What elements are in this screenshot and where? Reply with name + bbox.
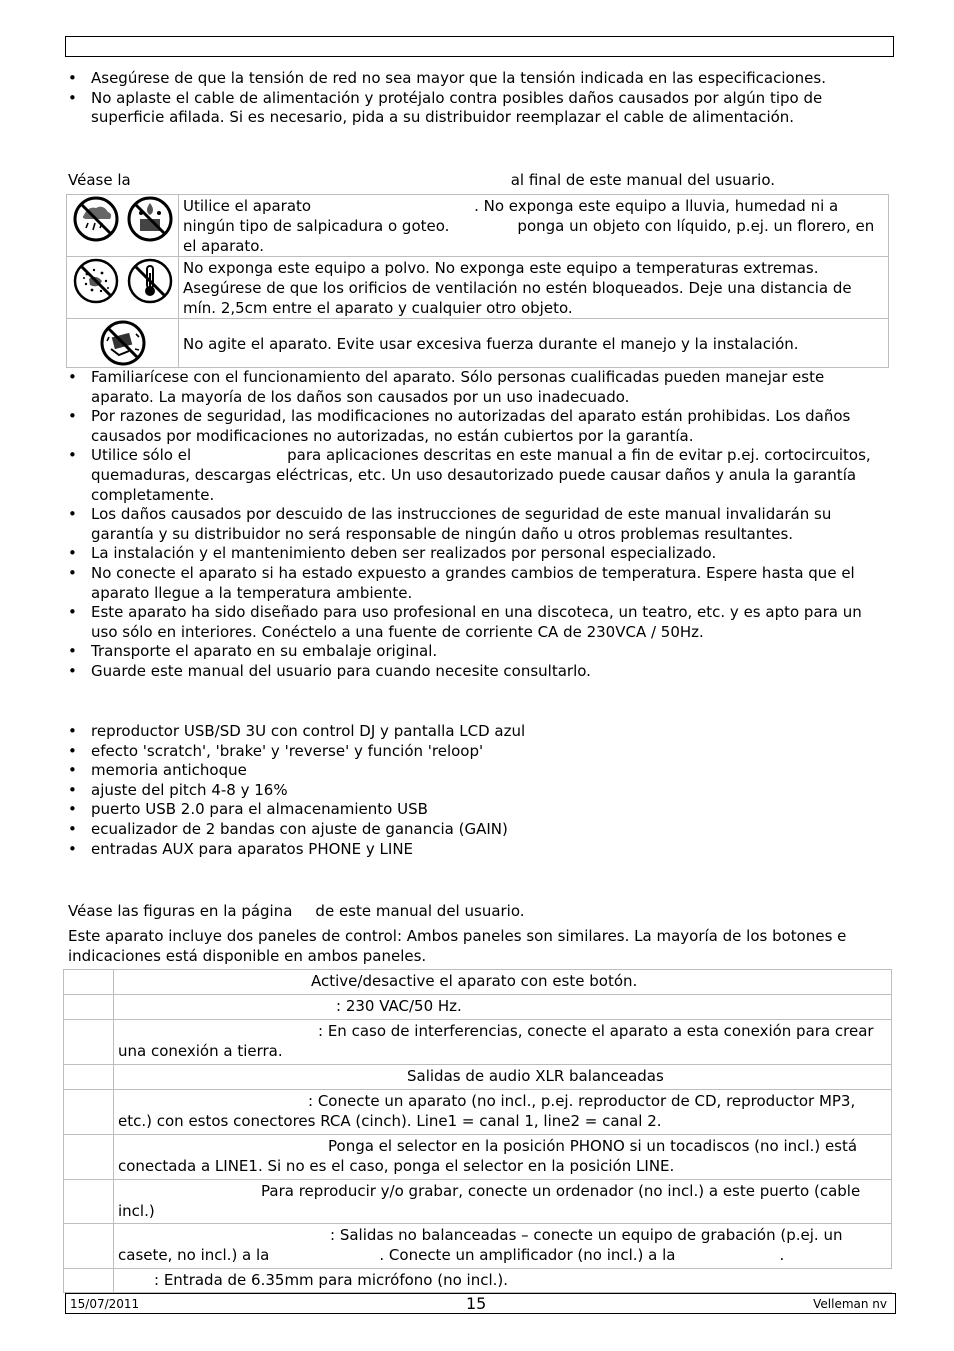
guide-reference — [68, 171, 775, 189]
guide-ref-after: al final de este manual del usuario. — [510, 171, 776, 189]
control-description: Active/desactive el aparato con este botón. — [114, 970, 892, 995]
safety-icon-table — [66, 194, 889, 368]
header-box — [65, 36, 894, 57]
icon-cell — [67, 195, 179, 257]
list-item: • Transporte el aparato en su embalaje original. — [68, 642, 888, 662]
table-row — [64, 1065, 892, 1090]
table-row — [64, 1135, 892, 1180]
control-description: Salidas de audio XLR balanceadas — [114, 1065, 892, 1090]
icon-cell — [67, 257, 179, 319]
panels-intro: Este aparato incluye dos paneles de control: Ambos paneles son similares. La mayoría de los botones e indicaciones está disponible en ambos paneles. — [68, 927, 847, 965]
list-item: • La instalación y el mantenimiento deben ser realizados por personal especializado. — [68, 544, 888, 564]
list-item: • reproductor USB/SD 3U con control DJ y pantalla LCD azul — [68, 722, 888, 742]
list-item: • efecto 'scratch', 'brake' y 'reverse' y función 'reloop' — [68, 742, 888, 762]
rain-icon — [72, 195, 120, 243]
list-item: • ajuste del pitch 4-8 y 16% — [68, 781, 888, 801]
list-item: • entradas AUX para aparatos PHONE y LINE — [68, 840, 888, 860]
general-guidelines-list — [68, 368, 888, 682]
list-item: • puerto USB 2.0 para el almacenamiento USB — [68, 800, 888, 820]
control-description: : Entrada de 6.35mm para micrófono (no incl.). — [114, 1269, 892, 1293]
control-description: : Salidas no balanceadas – conecte un equipo de grabación (p.ej. un casete, no incl.) a la . Conecte un amplificador (no incl.) a la . — [114, 1224, 892, 1269]
splash-icon — [126, 195, 174, 243]
list-item: • Este aparato ha sido diseñado para uso profesional en una discoteca, un teatro, etc. y es apto para un uso sólo en interiores. Conéctelo a una fuente de corriente CA de 230VCA / 50Hz. — [68, 603, 888, 642]
controls-table — [63, 969, 892, 1293]
dust-icon — [72, 257, 120, 305]
control-description: : Conecte un aparato (no incl., p.ej. reproductor de CD, reproductor MP3, etc.) con estos conectores RCA (cinch). Line1 = canal 1, line2 = canal 2. — [114, 1090, 892, 1135]
table-row — [67, 319, 889, 368]
table-row — [64, 1224, 892, 1269]
list-item: • Familiarícese con el funcionamiento del aparato. Sólo personas cualificadas pueden manejar este aparato. La mayoría de los daños son causados por un uso inadecuado. — [68, 368, 888, 407]
control-description: : En caso de interferencias, conecte el aparato a esta conexión para crear una conexión a tierra. — [114, 1020, 892, 1065]
list-item: • Por razones de seguridad, las modificaciones no autorizadas del aparato están prohibidas. Los daños causados por modificaciones no autorizadas, no están cubiertos por la garantía. — [68, 407, 888, 446]
icon-text-cell: No exponga este equipo a polvo. No exponga este equipo a temperaturas extremas. Asegúrese de que los orificios de ventilación no estén bloqueados. Deje una distancia de mín. 2,5cm entre el aparato y cualquier otro objeto. — [179, 257, 889, 319]
list-item: • memoria antichoque — [68, 761, 888, 781]
features-list — [68, 722, 888, 859]
safety-list — [68, 69, 888, 128]
no-shake-icon — [99, 319, 147, 367]
table-row — [67, 257, 889, 319]
table-row — [64, 1020, 892, 1065]
control-description: : 230 VAC/50 Hz. — [114, 995, 892, 1020]
table-row — [64, 1090, 892, 1135]
icon-text-cell: Utilice el aparato . No exponga este equipo a lluvia, humedad ni a ningún tipo de salpicadura o goteo. ponga un objeto con líquido, p.ej. un florero, en el aparato. — [179, 195, 889, 257]
icon-cell — [67, 319, 179, 368]
list-item: • Los daños causados por descuido de las instrucciones de seguridad de este manual invalidarán su garantía y su distribuidor no será responsable de ningún daño u otros problemas resultantes. — [68, 505, 888, 544]
thermometer-icon — [126, 257, 174, 305]
table-row — [64, 970, 892, 995]
control-description: Para reproducir y/o grabar, conecte un ordenador (no incl.) a este puerto (cable incl.) — [114, 1180, 892, 1224]
table-row — [64, 1269, 892, 1293]
figures-reference: Véase las figuras en la página de este manual del usuario. — [68, 902, 525, 920]
table-row — [64, 1180, 892, 1224]
list-item: • No conecte el aparato si ha estado expuesto a grandes cambios de temperatura. Espere hasta que el aparato llegue a la temperatura ambiente. — [68, 564, 888, 603]
footer-date: 15/07/2011 — [70, 1297, 140, 1311]
table-row — [67, 195, 889, 257]
list-item: • Utilice sólo el para aplicaciones descritas en este manual a fin de evitar p.ej. cortocircuitos, quemaduras, descargas eléctricas, etc. Un uso desautorizado puede causar daños y anula la garantía completamente. — [68, 446, 888, 505]
list-item: • Asegúrese de que la tensión de red no sea mayor que la tensión indicada en las especificaciones. — [68, 69, 888, 89]
table-row — [64, 995, 892, 1020]
list-item: • ecualizador de 2 bandas con ajuste de ganancia (GAIN) — [68, 820, 888, 840]
list-item: • Guarde este manual del usuario para cuando necesite consultarlo. — [68, 662, 888, 682]
guide-ref-before: Véase la — [68, 171, 131, 189]
page-number: 15 — [466, 1294, 487, 1313]
control-description: Ponga el selector en la posición PHONO si un tocadiscos (no incl.) está conectada a LINE1. Si no es el caso, ponga el selector en la posición LINE. — [114, 1135, 892, 1180]
footer-brand: Velleman nv — [813, 1297, 887, 1311]
page-footer — [65, 1293, 896, 1314]
icon-text-cell: No agite el aparato. Evite usar excesiva fuerza durante el manejo y la instalación. — [179, 319, 889, 368]
list-item: • No aplaste el cable de alimentación y protéjalo contra posibles daños causados por algún tipo de superficie afilada. Si es necesario, pida a su distribuidor reemplazar el cable de alimentación. — [68, 89, 888, 128]
